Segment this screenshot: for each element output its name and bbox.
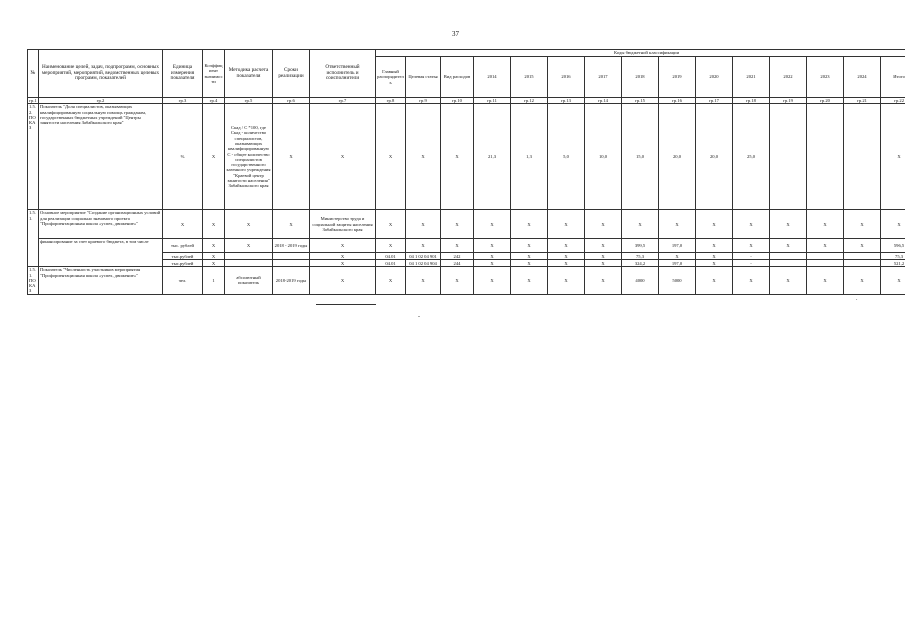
col-num: гр.7: [310, 98, 376, 104]
header-year: 2022: [770, 57, 807, 98]
row-total: 75,3: [881, 253, 905, 260]
col-num: гр.11: [474, 98, 511, 104]
row-year-value: Х: [474, 239, 511, 253]
col-num: гр.6: [273, 98, 310, 104]
table-row: [28, 104, 905, 210]
row-term: [273, 253, 310, 260]
row-total: 596,5: [881, 239, 905, 253]
row-target: Х: [406, 210, 441, 239]
row-expense: Х: [441, 239, 474, 253]
header-responsible: Ответственный исполнитель и соисполнители: [310, 50, 376, 98]
header-year: 2017: [585, 57, 622, 98]
row-year-value: Х: [696, 253, 733, 260]
row-term: Х: [273, 210, 310, 239]
footer-dash: -: [418, 314, 420, 320]
row-year-value: 4000: [622, 267, 659, 294]
col-num: гр.14: [585, 98, 622, 104]
header-year: 2024: [844, 57, 881, 98]
header-year: 2018: [622, 57, 659, 98]
col-num: гр.15: [622, 98, 659, 104]
header-total: Итого: [881, 57, 905, 98]
row-year-value: Х: [548, 260, 585, 267]
row-number: 1.5.2. ПОКАЗ: [28, 104, 39, 210]
row-responsible: Х: [310, 267, 376, 294]
row-year-value: Х: [733, 210, 770, 239]
row-year-value: Х: [474, 260, 511, 267]
col-num: гр.21: [844, 98, 881, 104]
row-year-value: 20,0: [696, 104, 733, 210]
col-num: гр.3: [163, 98, 203, 104]
row-chief: Х: [376, 267, 406, 294]
row-expense: Х: [441, 267, 474, 294]
header-no: №: [28, 50, 39, 98]
row-year-value: Х: [696, 260, 733, 267]
program-indicators-table: [27, 49, 905, 295]
header-year: 2019: [659, 57, 696, 98]
row-expense: 242: [441, 253, 474, 260]
header-codes-group: Коды бюджетной классификации: [376, 50, 905, 57]
row-expense: Х: [441, 104, 474, 210]
row-year-value: [844, 104, 881, 210]
row-unit: Х: [163, 210, 203, 239]
row-year-value: [844, 260, 881, 267]
row-method: Скад / С *100, где Скад - количество специалистов, оказывающих квалифицированную С - общее количество специалистов государственного казенного учреждения "Краевой центр занятости населения" Забайкальского края: [225, 104, 273, 210]
header-year: 2021: [733, 57, 770, 98]
row-chief: Х: [376, 210, 406, 239]
footnote-divider: [316, 304, 376, 305]
row-total: 521,2: [881, 260, 905, 267]
row-unit: тыс. рублей: [163, 239, 203, 253]
row-year-value: 10,0: [585, 104, 622, 210]
header-year: 2014: [474, 57, 511, 98]
row-unit: %: [163, 104, 203, 210]
col-num: гр.12: [511, 98, 548, 104]
row-method: Х: [225, 210, 273, 239]
page-number: 37: [452, 30, 459, 38]
row-year-value: Х: [511, 253, 548, 260]
col-num: гр.22: [881, 98, 905, 104]
col-num: гр.17: [696, 98, 733, 104]
row-year-value: Х: [807, 210, 844, 239]
row-year-value: Х: [844, 267, 881, 294]
row-year-value: 21,3: [474, 104, 511, 210]
row-coef: Х: [203, 260, 225, 267]
row-coef: Х: [203, 210, 225, 239]
row-number: 1.5.1.: [28, 210, 39, 267]
row-chief: 04.01: [376, 253, 406, 260]
row-year-value: Х: [733, 239, 770, 253]
row-responsible: Х: [310, 239, 376, 253]
row-unit: чел.: [163, 267, 203, 294]
header-method: Методика расчета показателя: [225, 50, 273, 98]
table-row: [28, 210, 905, 239]
row-coef: 1: [203, 267, 225, 294]
row-year-value: Х: [511, 239, 548, 253]
header-target: Целевая статья: [406, 57, 441, 98]
col-num: гр.2: [39, 98, 163, 104]
row-year-value: Х: [696, 210, 733, 239]
table-row: [28, 239, 905, 253]
row-total: Х: [881, 104, 905, 210]
header-year: 2020: [696, 57, 733, 98]
row-unit: тыс.рублей: [163, 253, 203, 260]
row-chief: Х: [376, 104, 406, 210]
row-year-value: [770, 104, 807, 210]
row-year-value: Х: [770, 239, 807, 253]
col-num: гр.10: [441, 98, 474, 104]
row-year-value: Х: [511, 267, 548, 294]
header-expense: Вид расходов: [441, 57, 474, 98]
row-year-value: Х: [733, 267, 770, 294]
col-num: гр.4: [203, 98, 225, 104]
row-year-value: 399,5: [622, 239, 659, 253]
row-year-value: Х: [511, 210, 548, 239]
row-total: Х: [881, 267, 905, 294]
col-num: гр.20: [807, 98, 844, 104]
row-term: Х: [273, 104, 310, 210]
row-number: 1.5.1. ПОКАЗ: [28, 267, 39, 294]
row-year-value: Х: [807, 267, 844, 294]
row-unit: тыс.рублей: [163, 260, 203, 267]
row-year-value: -: [733, 260, 770, 267]
row-responsible: Х: [310, 253, 376, 260]
row-year-value: 25,0: [733, 104, 770, 210]
row-term: 2018-2019 годы: [273, 267, 310, 294]
row-year-value: 1,3: [511, 104, 548, 210]
row-name: Показатель "Численность участников мероприятия "Профориентационная школа «успех, движение»": [39, 267, 163, 294]
row-year-value: Х: [548, 253, 585, 260]
row-responsible: Х: [310, 104, 376, 210]
row-year-value: Х: [659, 253, 696, 260]
row-chief: Х: [376, 239, 406, 253]
row-term: 2018 - 2019 годы: [273, 239, 310, 253]
footer-mark: .: [856, 296, 858, 302]
row-name: финансирование за счет краевого бюджета, в том числе: [39, 239, 163, 267]
row-responsible: Министерство труда и социальной защиты населения Забайкальского края: [310, 210, 376, 239]
header-name: Наименование целей, задач, подпрограмм, основных мероприятий, мероприятий, ведомственных целевых программ, показателей: [39, 50, 163, 98]
row-year-value: 75,3: [622, 253, 659, 260]
header-term: Сроки реализации: [273, 50, 310, 98]
row-target: 04 1 02 04 904: [406, 260, 441, 267]
row-total: Х: [881, 210, 905, 239]
row-name: Показатель "Доля специалистов, оказывающих квалифицированную социальную помощь гражданам, государственных бюджетных учреждений "Центры занятости населения Забайкальского края": [39, 104, 163, 210]
row-method: абсолютный показатель: [225, 267, 273, 294]
row-year-value: Х: [474, 210, 511, 239]
row-year-value: 20,0: [659, 104, 696, 210]
row-term: [273, 260, 310, 267]
row-year-value: Х: [511, 260, 548, 267]
col-num: гр.16: [659, 98, 696, 104]
row-year-value: 5,0: [548, 104, 585, 210]
row-year-value: Х: [659, 210, 696, 239]
row-year-value: Х: [585, 210, 622, 239]
row-year-value: Х: [548, 267, 585, 294]
row-year-value: [770, 260, 807, 267]
row-year-value: Х: [696, 267, 733, 294]
row-year-value: Х: [807, 239, 844, 253]
row-year-value: 197,0: [659, 239, 696, 253]
row-coef: Х: [203, 239, 225, 253]
row-year-value: [807, 104, 844, 210]
row-year-value: [770, 253, 807, 260]
row-coef: Х: [203, 253, 225, 260]
table-row: [28, 267, 905, 294]
row-year-value: Х: [585, 260, 622, 267]
row-year-value: Х: [474, 253, 511, 260]
col-num: гр.9: [406, 98, 441, 104]
col-num: гр.19: [770, 98, 807, 104]
col-num: гр.5: [225, 98, 273, 104]
row-method: Х: [225, 239, 273, 253]
row-target: Х: [406, 239, 441, 253]
row-year-value: -: [733, 253, 770, 260]
row-expense: 244: [441, 260, 474, 267]
col-num: гр.8: [376, 98, 406, 104]
header-chief: Главный распорядитель: [376, 57, 406, 98]
row-year-value: Х: [696, 239, 733, 253]
row-year-value: Х: [548, 210, 585, 239]
row-target: Х: [406, 267, 441, 294]
header-unit: Единица измерения показателя: [163, 50, 203, 98]
row-year-value: [807, 260, 844, 267]
header-year: 2016: [548, 57, 585, 98]
row-method: [225, 260, 273, 267]
row-year-value: 5000: [659, 267, 696, 294]
row-year-value: Х: [770, 267, 807, 294]
row-year-value: Х: [844, 239, 881, 253]
row-year-value: Х: [548, 239, 585, 253]
row-coef: Х: [203, 104, 225, 210]
row-target: Х: [406, 104, 441, 210]
row-year-value: Х: [622, 210, 659, 239]
row-year-value: Х: [474, 267, 511, 294]
header-year: 2015: [511, 57, 548, 98]
row-year-value: Х: [585, 267, 622, 294]
row-expense: Х: [441, 210, 474, 239]
header-year: 2023: [807, 57, 844, 98]
row-year-value: Х: [770, 210, 807, 239]
row-year-value: 324,2: [622, 260, 659, 267]
row-target: 04 1 02 04 901: [406, 253, 441, 260]
row-method: [225, 253, 273, 260]
row-year-value: 15,0: [622, 104, 659, 210]
row-year-value: Х: [585, 239, 622, 253]
row-year-value: [807, 253, 844, 260]
row-year-value: Х: [844, 210, 881, 239]
header-row-top: [28, 50, 905, 57]
row-chief: 04.01: [376, 260, 406, 267]
row-name: Основное мероприятие "Создание организационных условий для реализации социально значимого проекта "Профориентационная школа «успех, движение»": [39, 210, 163, 239]
row-year-value: Х: [585, 253, 622, 260]
row-year-value: [844, 253, 881, 260]
header-coef: Коэффициент значимости: [203, 50, 225, 98]
col-num: гр.18: [733, 98, 770, 104]
row-year-value: 197,0: [659, 260, 696, 267]
col-num: гр.1: [29, 98, 37, 103]
row-responsible: Х: [310, 260, 376, 267]
col-num: гр.13: [548, 98, 585, 104]
